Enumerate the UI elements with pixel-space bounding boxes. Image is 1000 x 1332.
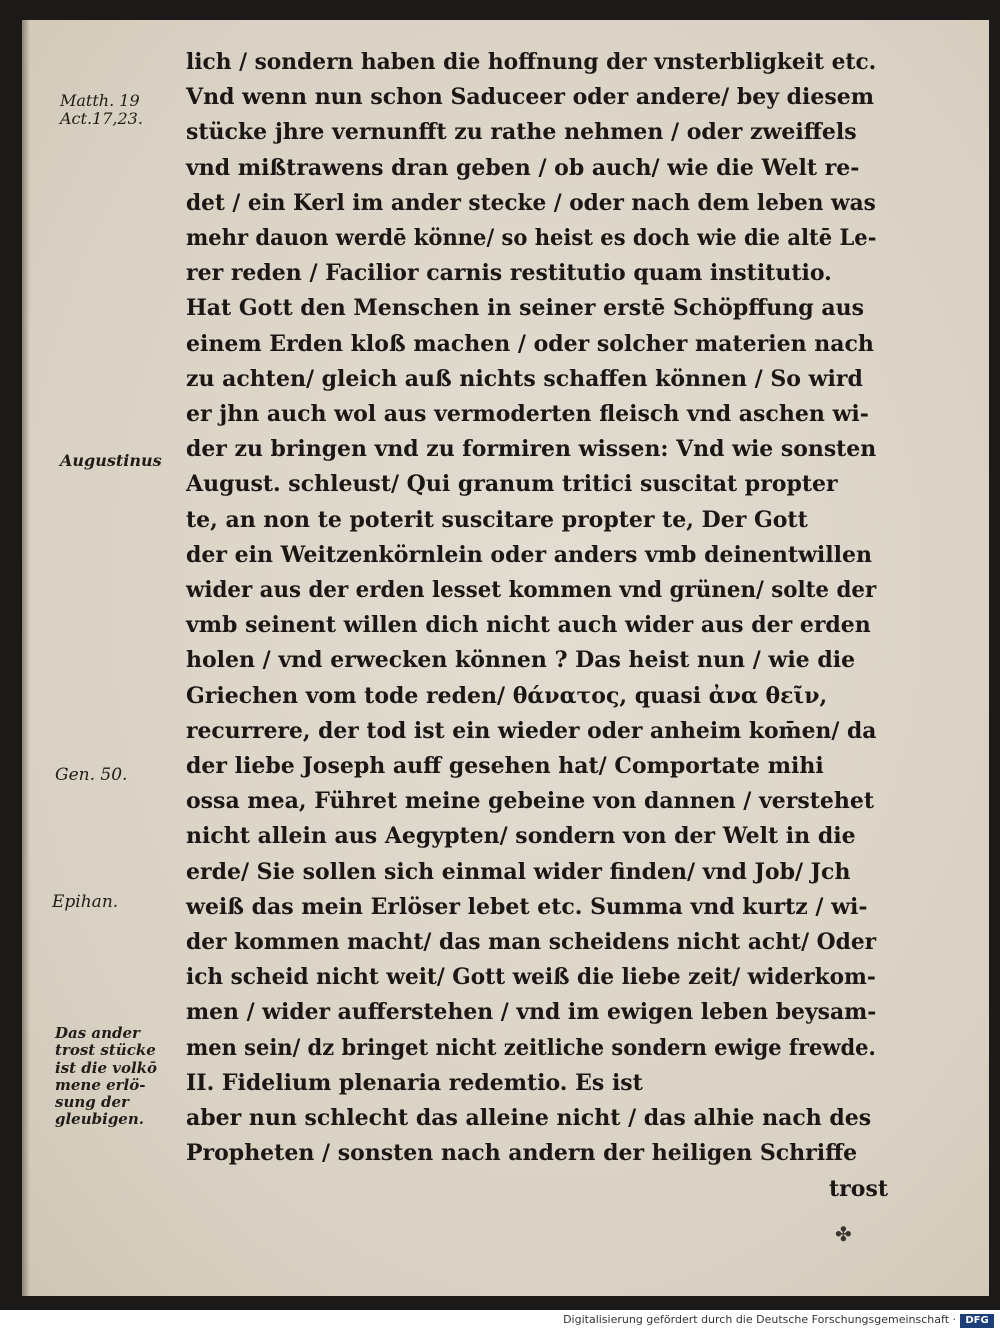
margin-note-matth: Matth. 19 Act.17,23.	[60, 91, 143, 129]
text-line: Propheten / sonsten nach andern der heiligen Schriffe	[186, 1140, 858, 1167]
dfg-logo: DFG	[960, 1314, 994, 1328]
text-line: nicht allein aus Aegypten/ sondern von der Welt in die	[186, 823, 856, 850]
text-line: rer reden / Facilior carnis restitutio quam institutio.	[186, 260, 832, 287]
text-line: Hat Gott den Menschen in seiner erstē Schöpffung aus	[186, 295, 864, 322]
margin-note-gen: Gen. 50.	[55, 765, 128, 785]
text-line: det / ein Kerl im ander stecke / oder nach dem leben was	[186, 189, 876, 216]
text-line: Vnd wenn nun schon Saduceer oder andere/ bey diesem	[186, 84, 875, 111]
text-line: er jhn auch wol aus vermoderten fleisch vnd aschen wi-	[186, 401, 869, 428]
text-line: holen / vnd erwecken können ? Das heist nun / wie die	[186, 647, 856, 674]
text-line: stücke jhre vernunfft zu rathe nehmen / oder zweiffels	[186, 119, 857, 146]
text-line: II. Fidelium plenaria redemtio. Es ist	[186, 1069, 643, 1096]
text-line: vmb seinent willen dich nicht auch wider aus der erden	[186, 612, 871, 639]
text-line: men sein/ dz bringet nicht zeitliche sondern ewige frewde.	[186, 1034, 876, 1061]
text-line: wider aus der erden lesset kommen vnd grünen/ solte der	[186, 577, 877, 604]
text-line: der ein Weitzenkörnlein oder anders vmb deinentwillen	[186, 541, 872, 568]
footer-credit: Digitalisierung gefördert durch die Deutsche Forschungsgemeinschaft ·	[563, 1313, 956, 1326]
text-line: te, an non te poterit suscitare propter te, Der Gott	[186, 506, 808, 533]
text-line: einem Erden kloß machen / oder solcher materien nach	[186, 330, 874, 357]
ornament-mark: ✤	[835, 1222, 852, 1246]
catchword: trost	[829, 1176, 888, 1202]
main-text-block	[186, 45, 876, 1172]
text-line: aber nun schlecht das alleine nicht / das alhie nach des	[186, 1105, 872, 1132]
margin-note-das-ander: Das ander trost stücke ist die volkō mene erlö- sung der gleubigen.	[55, 1024, 158, 1129]
text-line: men / wider aufferstehen / vnd im ewigen leben beysam-	[186, 999, 877, 1026]
text-line: zu achten/ gleich auß nichts schaffen können / So wird	[186, 365, 863, 392]
text-line: der kommen macht/ das man scheidens nicht acht/ Oder	[186, 929, 877, 956]
text-line: der zu bringen vnd zu formiren wissen: Vnd wie sonsten	[186, 436, 877, 463]
margin-note-epihan: Epihan.	[52, 892, 119, 912]
text-line: ossa mea, Führet meine gebeine von dannen / verstehet	[186, 788, 875, 815]
margin-note-augustinus: Augustinus	[60, 451, 162, 470]
text-line: erde/ Sie sollen sich einmal wider finden/ vnd Job/ Jch	[186, 858, 851, 885]
text-line: weiß das mein Erlöser lebet etc. Summa vnd kurtz / wi-	[186, 893, 868, 920]
text-line: ich scheid nicht weit/ Gott weiß die liebe zeit/ widerkom-	[186, 964, 876, 991]
text-line: lich / sondern haben die hoffnung der vnsterbligkeit etc.	[186, 49, 877, 75]
text-line: mehr dauon werdē könne/ so heist es doch wie die altē Le-	[186, 225, 877, 252]
text-line: vnd mißtrawens dran geben / ob auch/ wie die Welt re-	[186, 154, 860, 181]
text-line: August. schleust/ Qui granum tritici suscitat propter	[186, 471, 838, 498]
text-line: Griechen vom tode reden/ θάνατος, quasi ἀνα θεῖν,	[186, 682, 828, 709]
text-line: recurrere, der tod ist ein wieder oder anheim kom̄en/ da	[186, 717, 877, 744]
page-edge-shadow	[22, 20, 30, 1296]
footer-bar	[0, 1310, 1000, 1332]
text-line: der liebe Joseph auff gesehen hat/ Comportate mihi	[186, 753, 824, 780]
